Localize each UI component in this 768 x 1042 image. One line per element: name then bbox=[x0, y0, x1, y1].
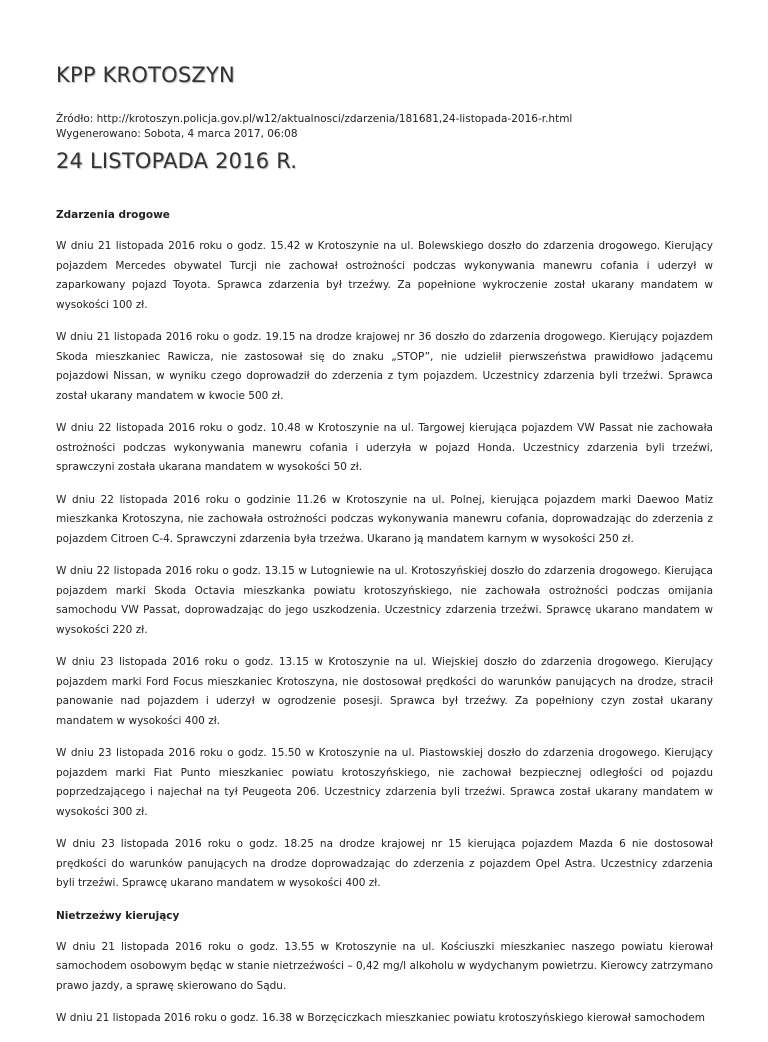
section-heading: Zdarzenia drogowe bbox=[56, 209, 170, 221]
article-paragraph: W dniu 21 listopada 2016 roku o godz. 15.42 w Krotoszynie na ul. Bolewskiego doszło do zdarzenia drogowego. Kierujący pojazdem Mercedes obywatel Turcji nie zachował ostrożności podczas wykonywania manewru cofania i uderzył w zaparkowany pojazd Toyota. Sprawca zdarzenia był trzeźwy. Za popełnione wykroczenie został ukarany mandatem w wysokości 100 zł. bbox=[56, 240, 713, 311]
article-paragraph: W dniu 23 listopada 2016 roku o godz. 18.25 na drodze krajowej nr 15 kierująca pojazdem Mazda 6 nie dostosował prędkości do warunków panujących na drodze doprowadzając do zderzenia z pojazdem Opel Astra. Uczestnicy zdarzenia byli trzeźwi. Sprawcę ukarano mandatem w wysokości 400 zł. bbox=[56, 838, 713, 889]
site-title: KPP KROTOSZYN bbox=[56, 63, 235, 87]
article-content bbox=[56, 206, 713, 1042]
article-paragraph: W dniu 21 listopada 2016 roku o godz. 19.15 na drodze krajowej nr 36 doszło do zdarzenia drogowego. Kierujący pojazdem Skoda mieszkaniec Rawicza, nie zastosował się do znaku „STOP”, nie udzielił pierwszeństwa prawidłowo jadącemu pojazdowi Nissan, w wyniku czego doprowadził do zderzenia z tym pojazdem. Uczestnicy zdarzenia byli trzeźwi. Sprawca został ukarany mandatem w kwocie 500 zł. bbox=[56, 331, 713, 402]
article-paragraph: W dniu 22 listopada 2016 roku o godz. 10.48 w Krotoszynie na ul. Targowej kierująca pojazdem VW Passat nie zachowała ostrożności podczas wykonywania manewru cofania i uderzyła w pojazd Honda. Uczestnicy zdarzenia byli trzeźwi, sprawczyni została ukarana mandatem w wysokości 50 zł. bbox=[56, 422, 713, 473]
document-meta bbox=[56, 112, 572, 142]
section-heading: Nietrzeźwy kierujący bbox=[56, 909, 180, 922]
article-paragraph: W dniu 23 listopada 2016 roku o godz. 15.50 w Krotoszynie na ul. Piastowskiej doszło do zdarzenia drogowego. Kierujący pojazdem marki Fiat Punto mieszkaniec powiatu krotoszyńskiego, nie zachował bezpiecznej odległości od pojazdu poprzedzającego i najechał na tył Peugeota 206. Uczestnicy zdarzenia byli trzeźwi. Sprawca został ukarany mandatem w wysokości 300 zł. bbox=[56, 747, 713, 818]
article-paragraph: W dniu 21 listopada 2016 roku o godz. 13.55 w Krotoszynie na ul. Kościuszki mieszkaniec naszego powiatu kierował samochodem osobowym będąc w stanie nietrzeźwości – 0,42 mg/l alkoholu w wydychanym powietrzu. Kierowcy zatrzymano prawo jazdy, a sprawę skierowano do Sądu. bbox=[56, 940, 713, 992]
source-line: Źródło: http://krotoszyn.policja.gov.pl/w12/aktualnosci/zdarzenia/181681,24-listopada-2016-r.html bbox=[56, 113, 573, 125]
article-title: 24 LISTOPADA 2016 R. bbox=[56, 149, 298, 173]
article-paragraph: W dniu 22 listopada 2016 roku o godz. 13.15 w Lutogniewie na ul. Krotoszyńskiej doszło do zdarzenia drogowego. Kierująca pojazdem marki Skoda Octavia mieszkanka powiatu krotoszyńskiego, nie zachowała ostrożności podczas omijania samochodu VW Passat, doprowadzając do jego uszkodzenia. Uczestnicy zdarzenia trzeźwi. Sprawcę ukarano mandatem w wysokości 220 zł. bbox=[56, 565, 713, 636]
article-paragraph: W dniu 23 listopada 2016 roku o godz. 13.15 w Krotoszynie na ul. Wiejskiej doszło do zdarzenia drogowego. Kierujący pojazdem marki Ford Focus mieszkaniec Krotoszyna, nie dostosował prędkości do warunków panujących na drodze, stracił panowanie nad pojazdem i uderzył w ogrodzenie posesji. Sprawca był trzeźwy. Za popełniony czyn został ukarany mandatem w wysokości 400 zł. bbox=[56, 656, 713, 727]
article-paragraph: W dniu 22 listopada 2016 roku o godzinie 11.26 w Krotoszynie na ul. Polnej, kierująca pojazdem marki Daewoo Matiz mieszkanka Krotoszyna, nie zachowała ostrożności podczas wykonywania manewru cofania, doprowadzając do zderzenia z pojazdem Citroen C-4. Sprawczyni zdarzenia była trzeźwa. Ukarano ją mandatem karnym w wysokości 250 zł. bbox=[56, 493, 713, 545]
generated-line: Wygenerowano: Sobota, 4 marca 2017, 06:08 bbox=[56, 128, 298, 140]
article-paragraph: W dniu 21 listopada 2016 roku o godz. 16.38 w Borzęciczkach mieszkaniec powiatu krotoszyńskiego kierował samochodem bbox=[56, 1012, 705, 1024]
